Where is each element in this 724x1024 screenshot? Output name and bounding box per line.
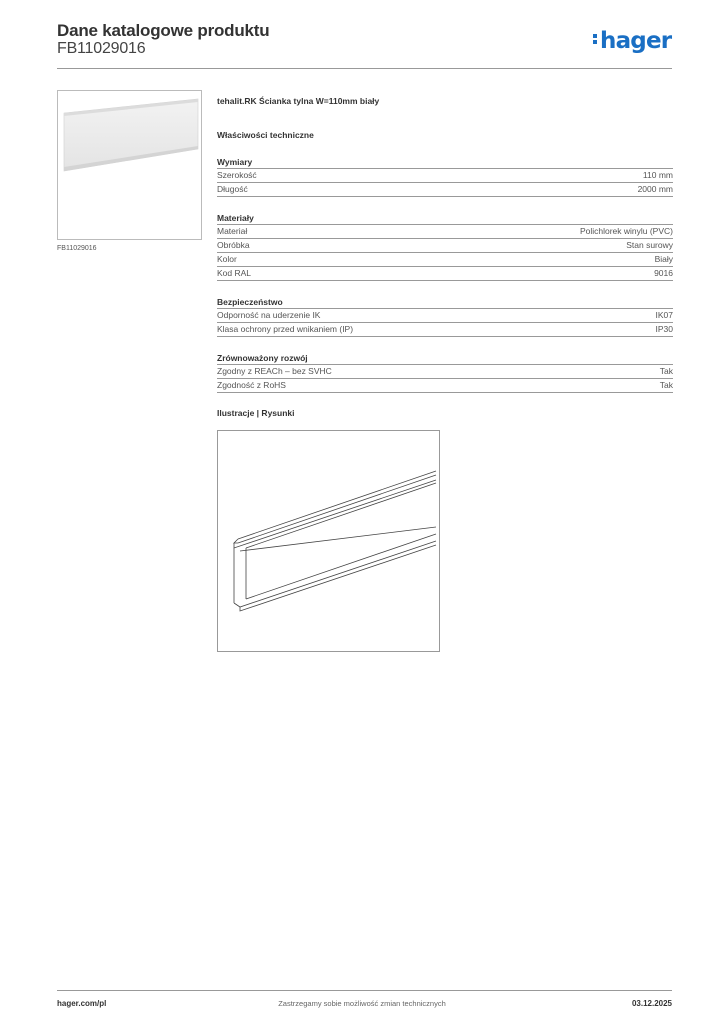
page-title: Dane katalogowe produktu — [57, 21, 270, 40]
spec-label: Zgodny z REACh – bez SVHC — [217, 366, 332, 376]
header-divider — [57, 68, 672, 69]
spec-row — [217, 169, 673, 183]
spec-label: Odporność na uderzenie IK — [217, 310, 321, 320]
spec-value: IK07 — [655, 310, 673, 320]
technical-heading: Właściwości techniczne — [217, 130, 314, 140]
spec-row — [217, 365, 673, 379]
spec-label: Klasa ochrony przed wnikaniem (IP) — [217, 324, 354, 334]
spec-row — [217, 267, 673, 281]
spec-value: 2000 mm — [637, 184, 673, 194]
spec-row — [217, 309, 673, 323]
group-safety — [217, 296, 673, 337]
spec-label: Kolor — [217, 254, 237, 264]
product-photo — [57, 90, 202, 240]
spec-value: IP30 — [655, 324, 673, 334]
group-title: Bezpieczeństwo — [217, 296, 673, 309]
spec-row — [217, 183, 673, 197]
spec-label: Obróbka — [217, 240, 250, 250]
spec-value: 110 mm — [642, 170, 673, 180]
profile-drawing-image — [218, 431, 441, 653]
hager-logo — [593, 28, 671, 54]
footer-website-link[interactable]: hager.com/pl — [57, 999, 107, 1008]
spec-label: Długość — [217, 184, 248, 194]
spec-row — [217, 323, 673, 337]
group-title: Wymiary — [217, 156, 673, 169]
group-title: Zrównoważony rozwój — [217, 352, 673, 365]
spec-value: Tak — [659, 380, 673, 390]
technical-drawing — [217, 430, 440, 652]
spec-value: Biały — [654, 254, 673, 264]
spec-value: Stan surowy — [626, 240, 673, 250]
spec-label: Materiał — [217, 226, 248, 236]
product-photo-image — [58, 91, 203, 241]
logo-text: hager — [600, 28, 672, 54]
spec-label: Szerokość — [217, 170, 257, 180]
logo-dots-icon — [593, 32, 598, 46]
spec-value: 9016 — [654, 268, 673, 278]
footer-date: 03.12.2025 — [631, 999, 672, 1008]
spec-value: Tak — [659, 366, 673, 376]
spec-label: Zgodność z RoHS — [217, 380, 286, 390]
spec-row — [217, 379, 673, 393]
spec-value: Polichlorek winylu (PVC) — [579, 226, 673, 236]
group-materials — [217, 212, 673, 281]
group-title: Materiały — [217, 212, 673, 225]
group-sustainability — [217, 352, 673, 393]
group-dimensions — [217, 156, 673, 197]
illustrations-heading: Ilustracje | Rysunki — [217, 408, 295, 418]
spec-row — [217, 239, 673, 253]
footer-disclaimer: Zastrzegamy sobie możliwość zmian technicznych — [278, 999, 446, 1008]
spec-row — [217, 253, 673, 267]
product-details — [217, 96, 673, 418]
photo-caption: FB11029016 — [57, 245, 97, 252]
product-name: tehalit.RK Ścianka tylna W=110mm biały — [217, 96, 380, 106]
footer-divider — [57, 990, 672, 991]
product-code: FB11029016 — [57, 40, 146, 57]
spec-label: Kod RAL — [217, 268, 252, 278]
spec-row — [217, 225, 673, 239]
